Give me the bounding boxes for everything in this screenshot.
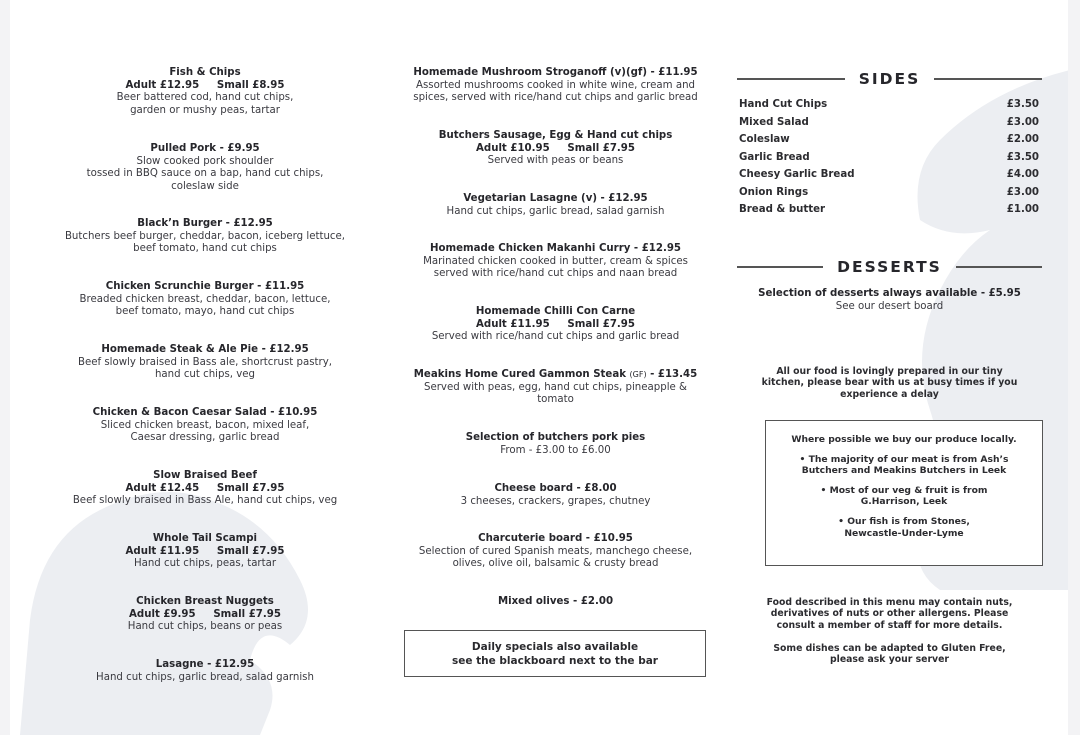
item-name: Slow Braised Beef: [153, 470, 257, 481]
local-produce-box: [765, 420, 1043, 566]
item-name: Lasagne - £12.95: [155, 659, 255, 670]
side-name: Hand Cut Chips: [739, 99, 828, 110]
item-prices: Adult £12.45 Small £7.95: [125, 482, 285, 494]
item-name: Vegetarian Lasagne (v) - £12.95: [463, 193, 648, 204]
item-name: Chicken Scrunchie Burger - £11.95: [105, 281, 305, 292]
bullet-line: • Our fish is from Stones,: [838, 515, 970, 527]
item-prices: Adult £10.95 Small £7.95: [476, 142, 635, 154]
item-desc: Marinated chicken cooked in butter, cream & spices: [423, 255, 688, 267]
item-price: - £13.45: [646, 369, 698, 380]
item-desc: garden or mushy peas, tartar: [130, 104, 280, 116]
side-row: [739, 131, 1039, 149]
item-desc: beef tomato, mayo, hand cut chips: [115, 306, 295, 318]
divider: [956, 266, 1042, 268]
side-row: [739, 149, 1039, 167]
item-name: Butchers Sausage, Egg & Hand cut chips: [438, 130, 673, 141]
item-desc: hand cut chips, veg: [154, 369, 256, 381]
specials-line: Daily specials also available: [471, 641, 639, 653]
specials-line: see the blackboard next to the bar: [452, 655, 658, 667]
item-name: Chicken Breast Nuggets: [136, 596, 274, 607]
item-name: Whole Tail Scampi: [152, 533, 258, 544]
side-row: [739, 96, 1039, 114]
item-desc: Hand cut chips, garlic bread, salad garnish: [96, 671, 314, 683]
note-line: experience a delay: [840, 388, 939, 400]
item-desc: Hand cut chips, beans or peas: [127, 621, 283, 633]
divider: [737, 266, 823, 268]
menu-item-mixed-olives: [388, 596, 723, 609]
item-desc: Slow cooked pork shoulder: [136, 155, 274, 167]
side-price: £3.00: [1006, 116, 1039, 128]
item-desc: spices, served with rice/hand cut chips and garlic bread: [413, 92, 698, 104]
menu-item-pork-pies: [388, 432, 723, 457]
item-desc: olives, olive oil, balsamic & crusty bread: [452, 558, 659, 570]
note-line: Some dishes can be adapted to Gluten Free,: [773, 643, 1006, 654]
item-desc: tossed in BBQ sauce on a bap, hand cut chips,: [86, 168, 324, 180]
menu-item-pulled-pork: [40, 143, 370, 193]
menu-item-whole-tail-scampi: [40, 533, 370, 571]
side-row: [739, 201, 1039, 219]
item-desc: Assorted mushrooms cooked in white wine, cream and: [415, 79, 695, 91]
item-desc: Served with rice/hand cut chips and garlic bread: [431, 331, 680, 343]
item-name: Cheese board - £8.00: [494, 483, 617, 494]
side-price: £1.00: [1006, 204, 1039, 215]
menu-item-steak-ale-pie: [40, 344, 370, 382]
note-line: Food described in this menu may contain nuts,: [766, 597, 1013, 608]
local-bullet: [766, 485, 1042, 508]
item-name: Homemade Chicken Makanhi Curry - £12.95: [429, 243, 682, 254]
menu-item-vegetarian-lasagne: [388, 193, 723, 218]
item-name: Homemade Chilli Con Carne: [475, 306, 636, 317]
desserts-title: DESSERTS: [837, 258, 942, 276]
menu-item-makanhi-curry: [388, 243, 723, 281]
menu-item-gammon-steak: [388, 369, 723, 407]
sides-header: [737, 70, 1042, 88]
item-name: Black’n Burger - £12.95: [137, 218, 273, 229]
side-row: [739, 184, 1039, 202]
item-desc: Beef slowly braised in Bass ale, shortcrust pastry,: [77, 356, 333, 368]
item-name: Homemade Mushroom Stroganoff (v)(gf) - £11.95: [413, 67, 698, 78]
side-name: Cheesy Garlic Bread: [739, 169, 855, 180]
menu-item-mushroom-stroganoff: [388, 67, 723, 105]
side-name: Mixed Salad: [739, 116, 809, 128]
item-desc: coleslaw side: [171, 180, 239, 192]
bullet-line: • Most of our veg & fruit is from: [820, 484, 988, 496]
bullet-line: • The majority of our meat is from Ash’s: [799, 453, 1009, 465]
item-name: Mixed olives - £2.00: [497, 596, 614, 607]
kitchen-note: [737, 366, 1042, 400]
menu-item-slow-braised-beef: [40, 470, 370, 508]
item-name: [388, 369, 723, 382]
menu-item-butchers-sausage: [388, 130, 723, 168]
menu-item-caesar-salad: [40, 407, 370, 445]
desserts-header: [737, 258, 1042, 276]
item-prices: Adult £11.95 Small £7.95: [476, 318, 635, 330]
side-price: £3.50: [1006, 151, 1039, 163]
item-prices: Adult £11.95 Small £7.95: [125, 545, 285, 557]
side-price: £3.50: [1006, 99, 1039, 110]
item-name-text: Meakins Home Cured Gammon Steak: [413, 369, 630, 380]
item-name: Pulled Pork - £9.95: [150, 143, 260, 154]
side-price: £3.00: [1006, 186, 1039, 198]
side-name: Garlic Bread: [739, 151, 810, 163]
item-desc: Selection of cured Spanish meats, manchego cheese,: [418, 545, 693, 557]
local-bullet: [766, 454, 1042, 477]
note-line: please ask your server: [830, 654, 949, 666]
local-bullet: [766, 516, 1042, 539]
desserts-info: [737, 288, 1042, 313]
side-name: Coleslaw: [739, 134, 790, 145]
side-name: Bread & butter: [739, 204, 826, 215]
daily-specials-box: [404, 630, 706, 677]
item-desc: Served with peas, egg, hand cut chips, pineapple &: [424, 381, 687, 393]
side-row: [739, 114, 1039, 132]
item-desc: Hand cut chips, peas, tartar: [133, 558, 277, 570]
item-desc: Beef slowly braised in Bass Ale, hand cut chips, veg: [72, 495, 338, 507]
bullet-line: Butchers and Meakins Butchers in Leek: [801, 465, 1007, 477]
item-name: Fish & Chips: [169, 67, 241, 78]
item-desc: 3 cheeses, crackers, grapes, chutney: [460, 495, 651, 507]
menu-item-chicken-scrunchie-burger: [40, 281, 370, 319]
desserts-line: Selection of desserts always available - £5.95: [758, 288, 1021, 299]
menu-item-chilli-con-carne: [388, 306, 723, 344]
item-desc: From - £3.00 to £6.00: [500, 444, 611, 456]
menu-item-charcuterie-board: [388, 533, 723, 571]
note-line: consult a member of staff for more details.: [776, 619, 1003, 631]
menu-item-chicken-nuggets: [40, 596, 370, 634]
divider: [737, 78, 845, 80]
divider: [934, 78, 1042, 80]
side-price: £4.00: [1006, 169, 1039, 180]
menu-page: [10, 0, 1068, 735]
item-prices: Adult £9.95 Small £7.95: [129, 608, 281, 620]
item-name: Selection of butchers pork pies: [465, 432, 646, 443]
side-name: Onion Rings: [739, 186, 809, 198]
menu-item-cheese-board: [388, 483, 723, 508]
note-line: kitchen, please bear with us at busy times if you: [761, 377, 1018, 389]
item-desc: Served with peas or beans: [487, 155, 624, 167]
item-desc: served with rice/hand cut chips and naan bread: [433, 268, 678, 280]
side-row: [739, 166, 1039, 184]
note-line: All our food is lovingly prepared in our tiny: [776, 366, 1003, 377]
item-desc: beef tomato, hand cut chips: [133, 243, 277, 255]
side-price: £2.00: [1006, 134, 1039, 145]
note-line: derivatives of nuts or other allergens. Please: [770, 608, 1009, 620]
item-desc: Caesar dressing, garlic bread: [130, 432, 280, 444]
sides-title: SIDES: [858, 70, 921, 88]
item-prices: Adult £12.95 Small £8.95: [125, 79, 285, 91]
item-desc: Hand cut chips, garlic bread, salad garnish: [446, 205, 665, 217]
item-desc: Breaded chicken breast, cheddar, bacon, lettuce,: [79, 293, 331, 305]
bullet-line: Newcastle-Under-Lyme: [844, 527, 964, 539]
menu-item-lasagne: [40, 659, 370, 684]
item-desc: tomato: [537, 394, 574, 406]
local-heading: Where possible we buy our produce locally.: [791, 434, 1017, 445]
item-desc: Beer battered cod, hand cut chips,: [116, 92, 294, 104]
menu-item-blackn-burger: [40, 218, 370, 256]
menu-item-fish-and-chips: [40, 67, 370, 117]
item-name: Chicken & Bacon Caesar Salad - £10.95: [92, 407, 318, 418]
item-desc: Sliced chicken breast, bacon, mixed leaf,: [100, 419, 310, 431]
desserts-sub: See our desert board: [835, 300, 944, 312]
item-name: Charcuterie board - £10.95: [478, 533, 633, 544]
bullet-line: G.Harrison, Leek: [860, 496, 948, 508]
item-name: Homemade Steak & Ale Pie - £12.95: [101, 344, 309, 355]
allergen-note: [737, 597, 1042, 631]
sides-list: [739, 96, 1039, 219]
gluten-free-note: [737, 643, 1042, 666]
item-desc: Butchers beef burger, cheddar, bacon, iceberg lettuce,: [64, 230, 346, 242]
gluten-free-tag: (GF): [629, 370, 647, 379]
